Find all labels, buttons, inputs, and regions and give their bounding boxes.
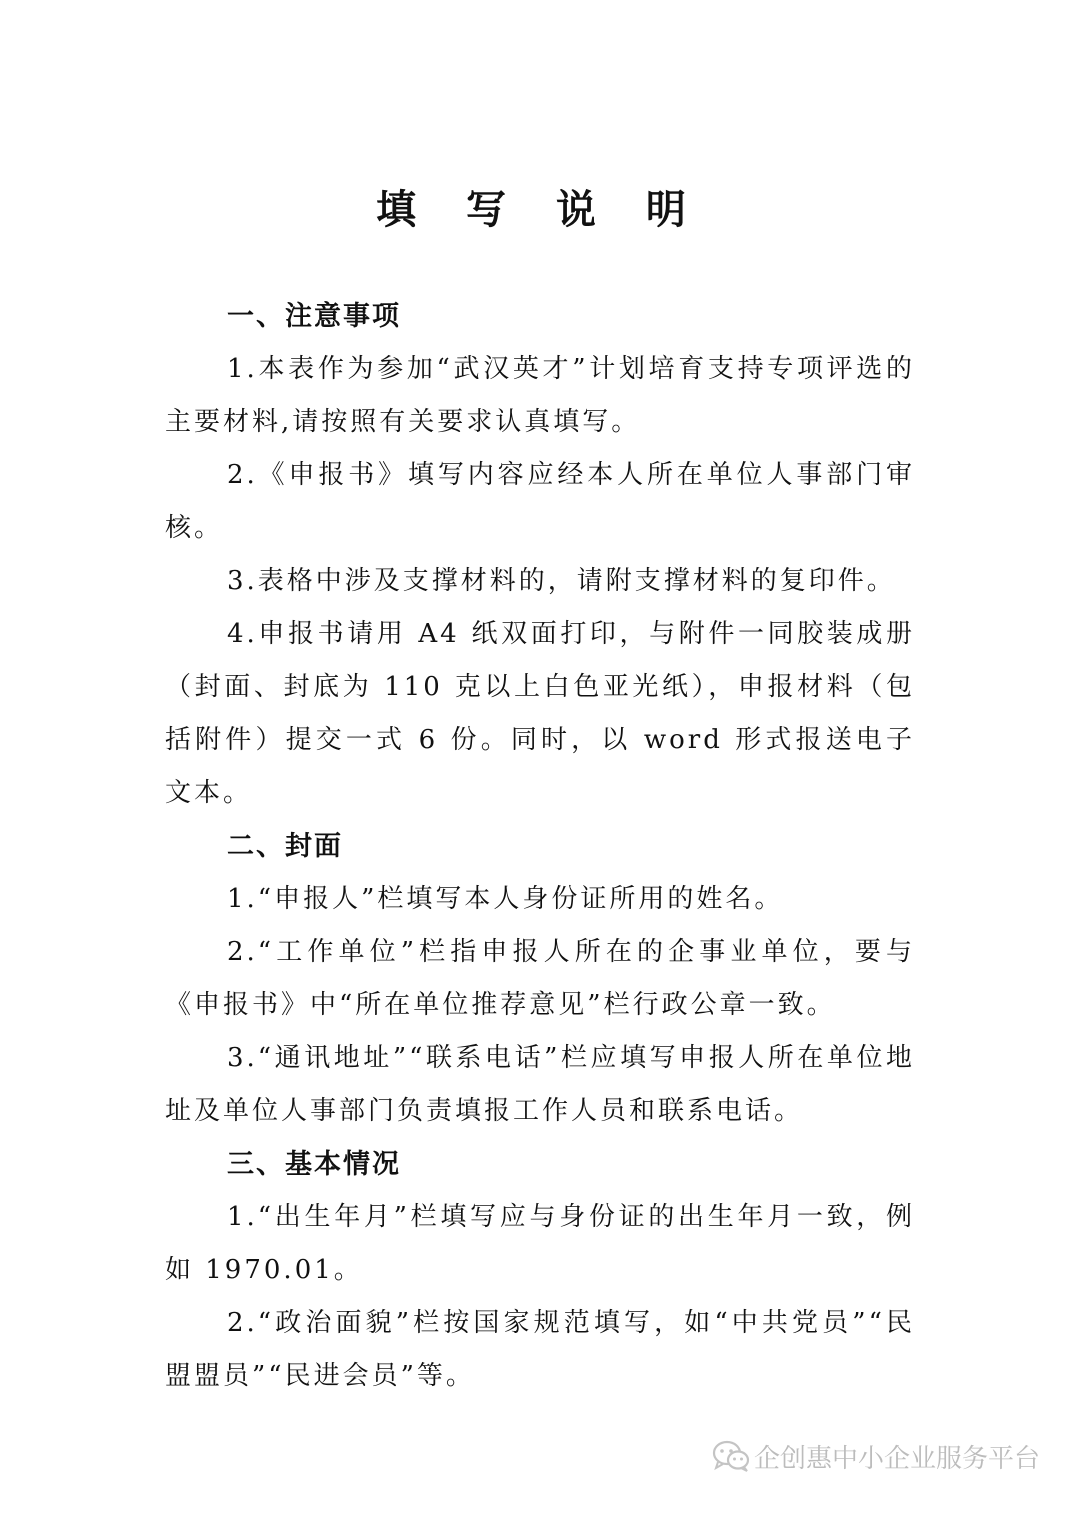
section-basic-info (165, 1138, 915, 1403)
section-notes (165, 290, 915, 820)
paragraph: 1.本表作为参加“武汉英才”计划培育支持专项评选的主要材料,请按照有关要求认真填写。 (165, 354, 915, 437)
paragraph: 2.《申报书》填写内容应经本人所在单位人事部门审核。 (165, 460, 915, 543)
paragraph: 3.“通讯地址”“联系电话”栏应填写申报人所在单位地址及单位人事部门负责填报工作人员和联系电话。 (165, 1043, 915, 1126)
section-heading: 三、基本情况 (227, 1149, 401, 1180)
page-title: 填 写 说 明 (376, 187, 704, 233)
watermark-text: 企创惠中小企业服务平台 (754, 1443, 1041, 1474)
paragraph: 4.申报书请用 A4 纸双面打印，与附件一同胶装成册（封面、封底为 110 克以上白色亚光纸），申报材料（包括附件）提交一式 6 份。同时，以 word 形式报送电子文本。 (165, 619, 915, 808)
paragraph: 1.“出生年月”栏填写应与身份证的出生年月一致，例如 1970.01。 (165, 1202, 915, 1285)
document-body (165, 290, 915, 1403)
watermark (712, 1436, 1040, 1476)
section-heading: 一、注意事项 (227, 301, 401, 332)
section-cover (165, 820, 915, 1138)
paragraph: 2.“工作单位”栏指申报人所在的企事业单位，要与《申报书》中“所在单位推荐意见”栏行政公章一致。 (165, 937, 915, 1020)
paragraph: 1.“申报人”栏填写本人身份证所用的姓名。 (227, 884, 784, 914)
section-heading: 二、封面 (227, 831, 343, 862)
paragraph: 2.“政治面貌”栏按国家规范填写，如“中共党员”“民盟盟员”“民进会员”等。 (165, 1308, 915, 1391)
wechat-icon (712, 1440, 750, 1472)
paragraph: 3.表格中涉及支撑材料的，请附支撑材料的复印件。 (227, 566, 896, 596)
